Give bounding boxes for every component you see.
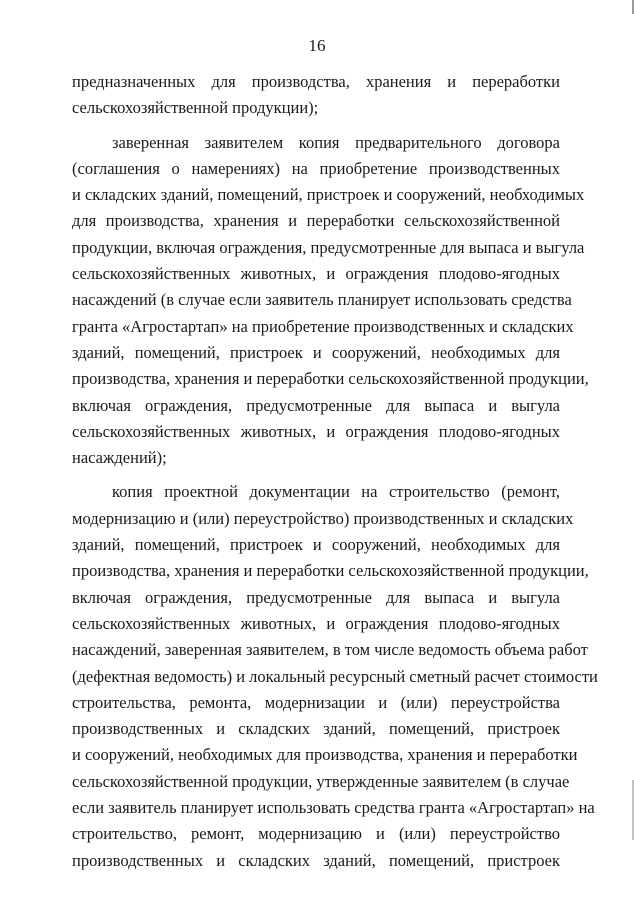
text-line: сельскохозяйственных животных, и ограждения плодово-ягодных (72, 613, 560, 633)
text-line: насаждений, заверенная заявителем, в том числе ведомость объема работ (72, 640, 588, 660)
text-line: модернизацию и (или) переустройство) производственных и складских (72, 508, 574, 528)
text-line: продукции, включая ограждения, предусмотренные для выпаса и выгула (72, 237, 585, 257)
text-line: (дефектная ведомость) и локальный ресурсный сметный расчет стоимости (72, 666, 598, 686)
text-line: сельскохозяйственной продукции, утвержденные заявителем (в случае (72, 771, 570, 791)
body-text (72, 69, 598, 874)
text-line: гранта «Агростартап» на приобретение производственных и складских (72, 316, 574, 336)
text-line: включая ограждения, предусмотренные для выпаса и выгула (72, 587, 560, 607)
text-line: насаждений); (72, 448, 167, 468)
text-line: если заявитель планирует использовать средства гранта «Агростартап» на (72, 798, 595, 818)
text-line: насаждений (в случае если заявитель планирует использовать средства (72, 290, 572, 310)
text-line: строительства, ремонта, модернизации и (или) переустройства (72, 692, 560, 712)
text-line: производства, хранения и переработки сельскохозяйственной продукции, (72, 369, 589, 389)
text-line: предназначенных для производства, хранения и переработки (72, 72, 560, 91)
text-line: и сооружений, необходимых для производства, хранения и переработки (72, 745, 578, 765)
text-line: заверенная заявителем копия предварительного договора (112, 132, 560, 152)
paragraph (72, 69, 560, 122)
text-line: строительство, ремонт, модернизацию и (или) переустройство (72, 824, 560, 844)
text-line: зданий, помещений, пристроек и сооружений, необходимых для (72, 342, 560, 362)
text-line: копия проектной документации на строительство (ремонт, (112, 482, 560, 502)
page-number: 16 (308, 36, 326, 55)
text-line: зданий, помещений, пристроек и сооружений, необходимых для (72, 535, 560, 555)
text-line: сельскохозяйственных животных, и ограждения плодово-ягодных (72, 264, 560, 284)
text-line: для производства, хранения и переработки сельскохозяйственной (72, 211, 560, 231)
text-line: производственных и складских зданий, помещений, пристроек (72, 850, 560, 870)
text-line: сельскохозяйственной продукции); (72, 98, 319, 118)
text-line: и складских зданий, помещений, пристроек и сооружений, необходимых (72, 185, 585, 205)
text-line: производства, хранения и переработки сельскохозяйственной продукции, (72, 561, 589, 581)
paragraph (72, 130, 589, 472)
text-line: производственных и складских зданий, помещений, пристроек (72, 719, 560, 739)
text-line: (соглашения о намерениях) на приобретение производственных (72, 158, 560, 178)
text-line: сельскохозяйственных животных, и ограждения плодово-ягодных (72, 421, 560, 441)
text-line: включая ограждения, предусмотренные для выпаса и выгула (72, 395, 560, 415)
paragraph (72, 479, 598, 873)
